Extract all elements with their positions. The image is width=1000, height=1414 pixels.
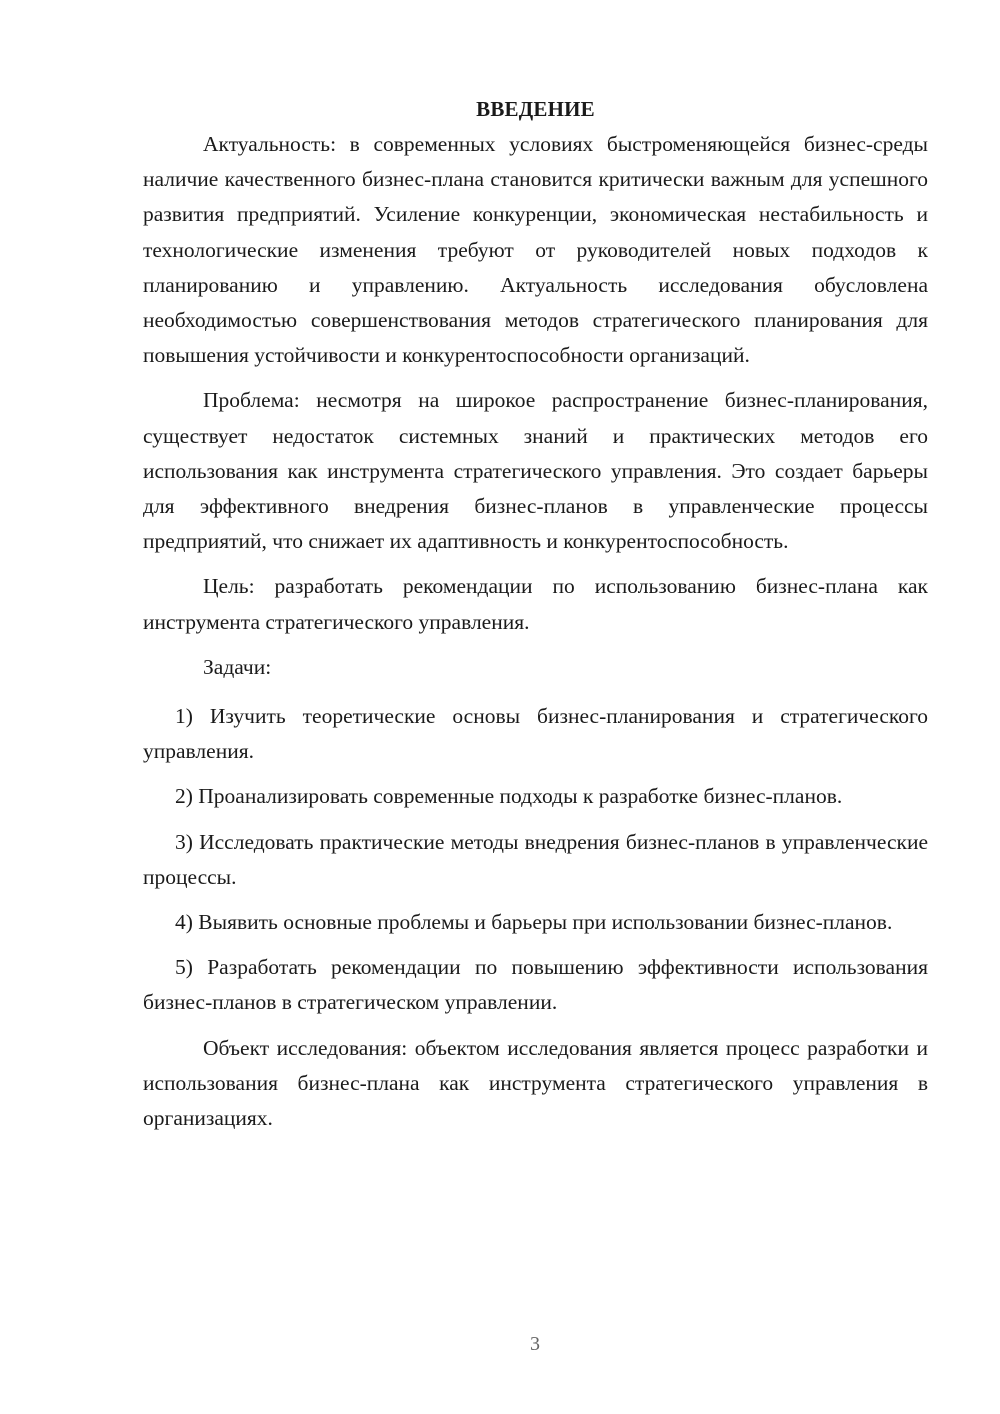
paragraph-goal: Цель: разработать рекомендации по использованию бизнес-плана как инструмента стратегического управления. bbox=[143, 574, 928, 634]
section-title: ВВЕДЕНИЕ bbox=[476, 97, 595, 121]
task-item-1: 1) Изучить теоретические основы бизнес-планирования и стратегического управления. bbox=[143, 704, 928, 764]
document-page bbox=[143, 92, 928, 1146]
paragraph-relevance: Актуальность: в современных условиях быстроменяющейся бизнес-среды наличие качественного бизнес-плана становится критически важным для успешного развития предприятий. Усиление конкуренции, экономическая нестабильность и технологические изменения требуют от руководителей новых подходов к планированию и управлению. Актуальность исследования обусловлена необходимостью совершенствования методов стратегического планирования для повышения устойчивости и конкурентоспособности организаций. bbox=[143, 132, 928, 368]
task-item-2: 2) Проанализировать современные подходы к разработке бизнес-планов. bbox=[175, 784, 843, 809]
page-number: 3 bbox=[530, 1333, 540, 1355]
task-item-3: 3) Исследовать практические методы внедрения бизнес-планов в управленческие процессы. bbox=[143, 829, 928, 889]
tasks-label: Задачи: bbox=[203, 654, 272, 679]
paragraph-object: Объект исследования: объектом исследования является процесс разработки и использования бизнес-плана как инструмента стратегического управления в организациях. bbox=[143, 1035, 928, 1131]
task-item-5: 5) Разработать рекомендации по повышению эффективности использования бизнес-планов в стратегическом управлении. bbox=[143, 955, 928, 1015]
task-item-4: 4) Выявить основные проблемы и барьеры при использовании бизнес-планов. bbox=[175, 910, 893, 935]
paragraph-problem: Проблема: несмотря на широкое распространение бизнес-планирования, существует недостаток системных знаний и практических методов его использования как инструмента стратегического управления. Это создает барьеры для эффективного внедрения бизнес-планов в управленческие процессы предприятий, что снижает их адаптивность и конкурентоспособность. bbox=[143, 388, 928, 554]
